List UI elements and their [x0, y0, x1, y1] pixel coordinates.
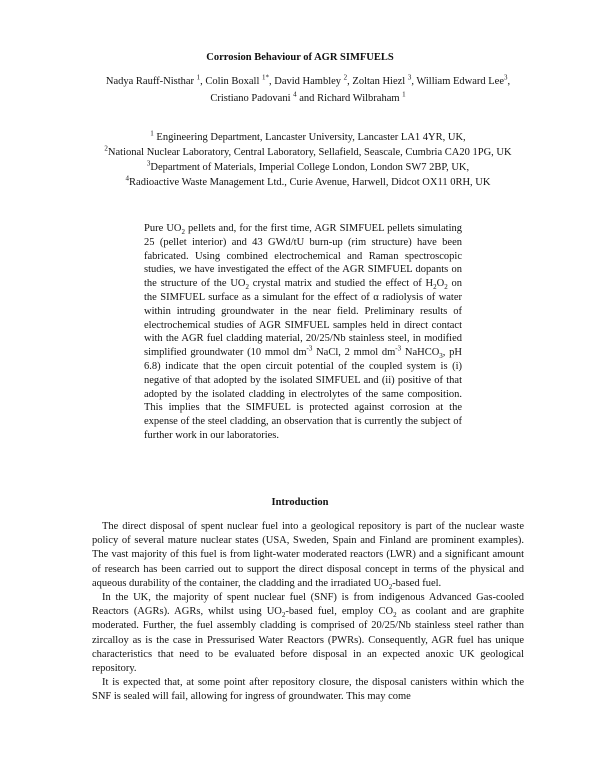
affiliation — [92, 160, 524, 175]
affiliation — [92, 145, 524, 160]
author-affiliation-mark: 1 — [402, 90, 406, 99]
abstract: Pure $UO_2$ pellets and, for the first time, AGR SIMFUEL pellets simulating 25 (pellet interior) and 43 GWd/tU burn-up (rim structure) have been fabricated. Using combined electrochemical and Raman spectroscopic studies, we have investigated the effect of the AGR SIMFUEL dopants on the structure of the $UO_2$ crystal matrix and studied the effect of $H_2O_2$ on the SIMFUEL surface as a simulant for the effect of α radiolysis of water within intruding groundwater in the near field. Preliminary results of electrochemical studies of AGR SIMFUEL samples held in direct contact with the AGR fuel cladding material, 20/25/Nb stainless steel, in modified simplified groundwater (10 mmol $dm^{-3}$ NaCl, 2 mmol $dm^{-3}$ NaHCO$_3$, pH 6.8) indicate that the open circuit potential of the coupled system is (i) negative of that adopted by the isolated SIMFUEL and (ii) positive of that adopted by the isolated cladding in electrolytes of the same composition. This implies that the SIMFUEL is protected against corrosion at the expense of the steel cladding, an observation that is currently the subject of further work in our laboratories. — [144, 223, 463, 441]
section-heading-introduction: Introduction — [271, 497, 329, 508]
author-affiliation-mark: 1* — [262, 73, 269, 82]
affiliation-mark: 4 — [125, 174, 130, 183]
affiliation-text: National Nuclear Laboratory, Central Laboratory, Sellafield, Seascale, Cumbria CA20 1PG, UK — [107, 147, 512, 158]
author-name: Zoltan Hiezl — [352, 76, 406, 87]
affiliation-mark: 1 — [150, 129, 154, 138]
affiliation — [92, 130, 524, 145]
author-name: David Hambley — [274, 76, 342, 87]
affiliation-text: Department of Materials, Imperial College London, London SW7 2BP, UK, — [150, 162, 470, 173]
affiliation-text: Engineering Department, Lancaster University, Lancaster LA1 4YR, UK, — [156, 132, 466, 143]
author-affiliation-mark: 1 — [196, 73, 201, 82]
introduction-body — [92, 520, 524, 705]
author-affiliation-mark: 2 — [343, 73, 348, 82]
affiliation-mark: 2 — [104, 144, 108, 153]
author-name: William Edward Lee — [416, 76, 504, 87]
affiliation-text: Radioactive Waste Management Ltd., Curie Avenue, Harwell, Didcot OX11 0RH, UK — [129, 177, 491, 188]
paragraph: In the UK, the majority of spent nuclear fuel (SNF) is from indigenous Advanced Gas-cooled Reactors (AGRs). AGRs, whilst using $UO_2$-based fuel, employ $CO_2$ as coolant and are graphite moderated. Further, the fuel assembly cladding is comprised of 20/25/Nb stainless steel rather than zircalloy as is the case in Pressurised Water Reactors (PWRs). Consequently, AGR fuel has unique characteristics that need to be evaluated before disposal in an expected anoxic UK geological repository. — [92, 592, 524, 675]
affiliation — [92, 175, 524, 190]
paragraph: It is expected that, at some point after repository closure, the disposal canisters within which the SNF is sealed will fail, allowing for ingress of groundwater. This may come — [92, 677, 524, 703]
author-name: Cristiano Padovani — [210, 93, 291, 104]
paragraph: The direct disposal of spent nuclear fuel into a geological repository is part of the nuclear waste policy of several mature nuclear states (USA, Sweden, Spain and Finland are prominent examples). The vast majority of this fuel is from light-water moderated reactors (LWR) and a significant amount of research has been carried out to support the direct disposal concept in terms of the physical and aqueous durability of the container, the cladding and the irradiated $UO_2$-based fuel. — [92, 521, 524, 591]
author-affiliation-mark: 3 — [504, 73, 508, 82]
author-name: Colin Boxall — [205, 76, 260, 87]
paper-title: Corrosion Behaviour of AGR SIMFUELS — [206, 52, 394, 63]
author-name: Nadya Rauff-Nisthar — [105, 76, 195, 87]
affiliation-mark: 3 — [146, 159, 151, 168]
affiliation-list — [92, 130, 524, 190]
author-affiliation-mark: 4 — [293, 90, 297, 99]
author-affiliation-mark: 3 — [407, 73, 412, 82]
author-name: Richard Wilbraham — [317, 93, 400, 104]
author-list: Nadya Rauff-Nisthar $^1$, Colin Boxall $^{1*}$, David Hambley $^2$, Zoltan Hiezl $^3$, William Edward Lee$^3$, Cristiano Padovani $^4$ and Richard Wilbraham $^1$ — [105, 73, 511, 104]
